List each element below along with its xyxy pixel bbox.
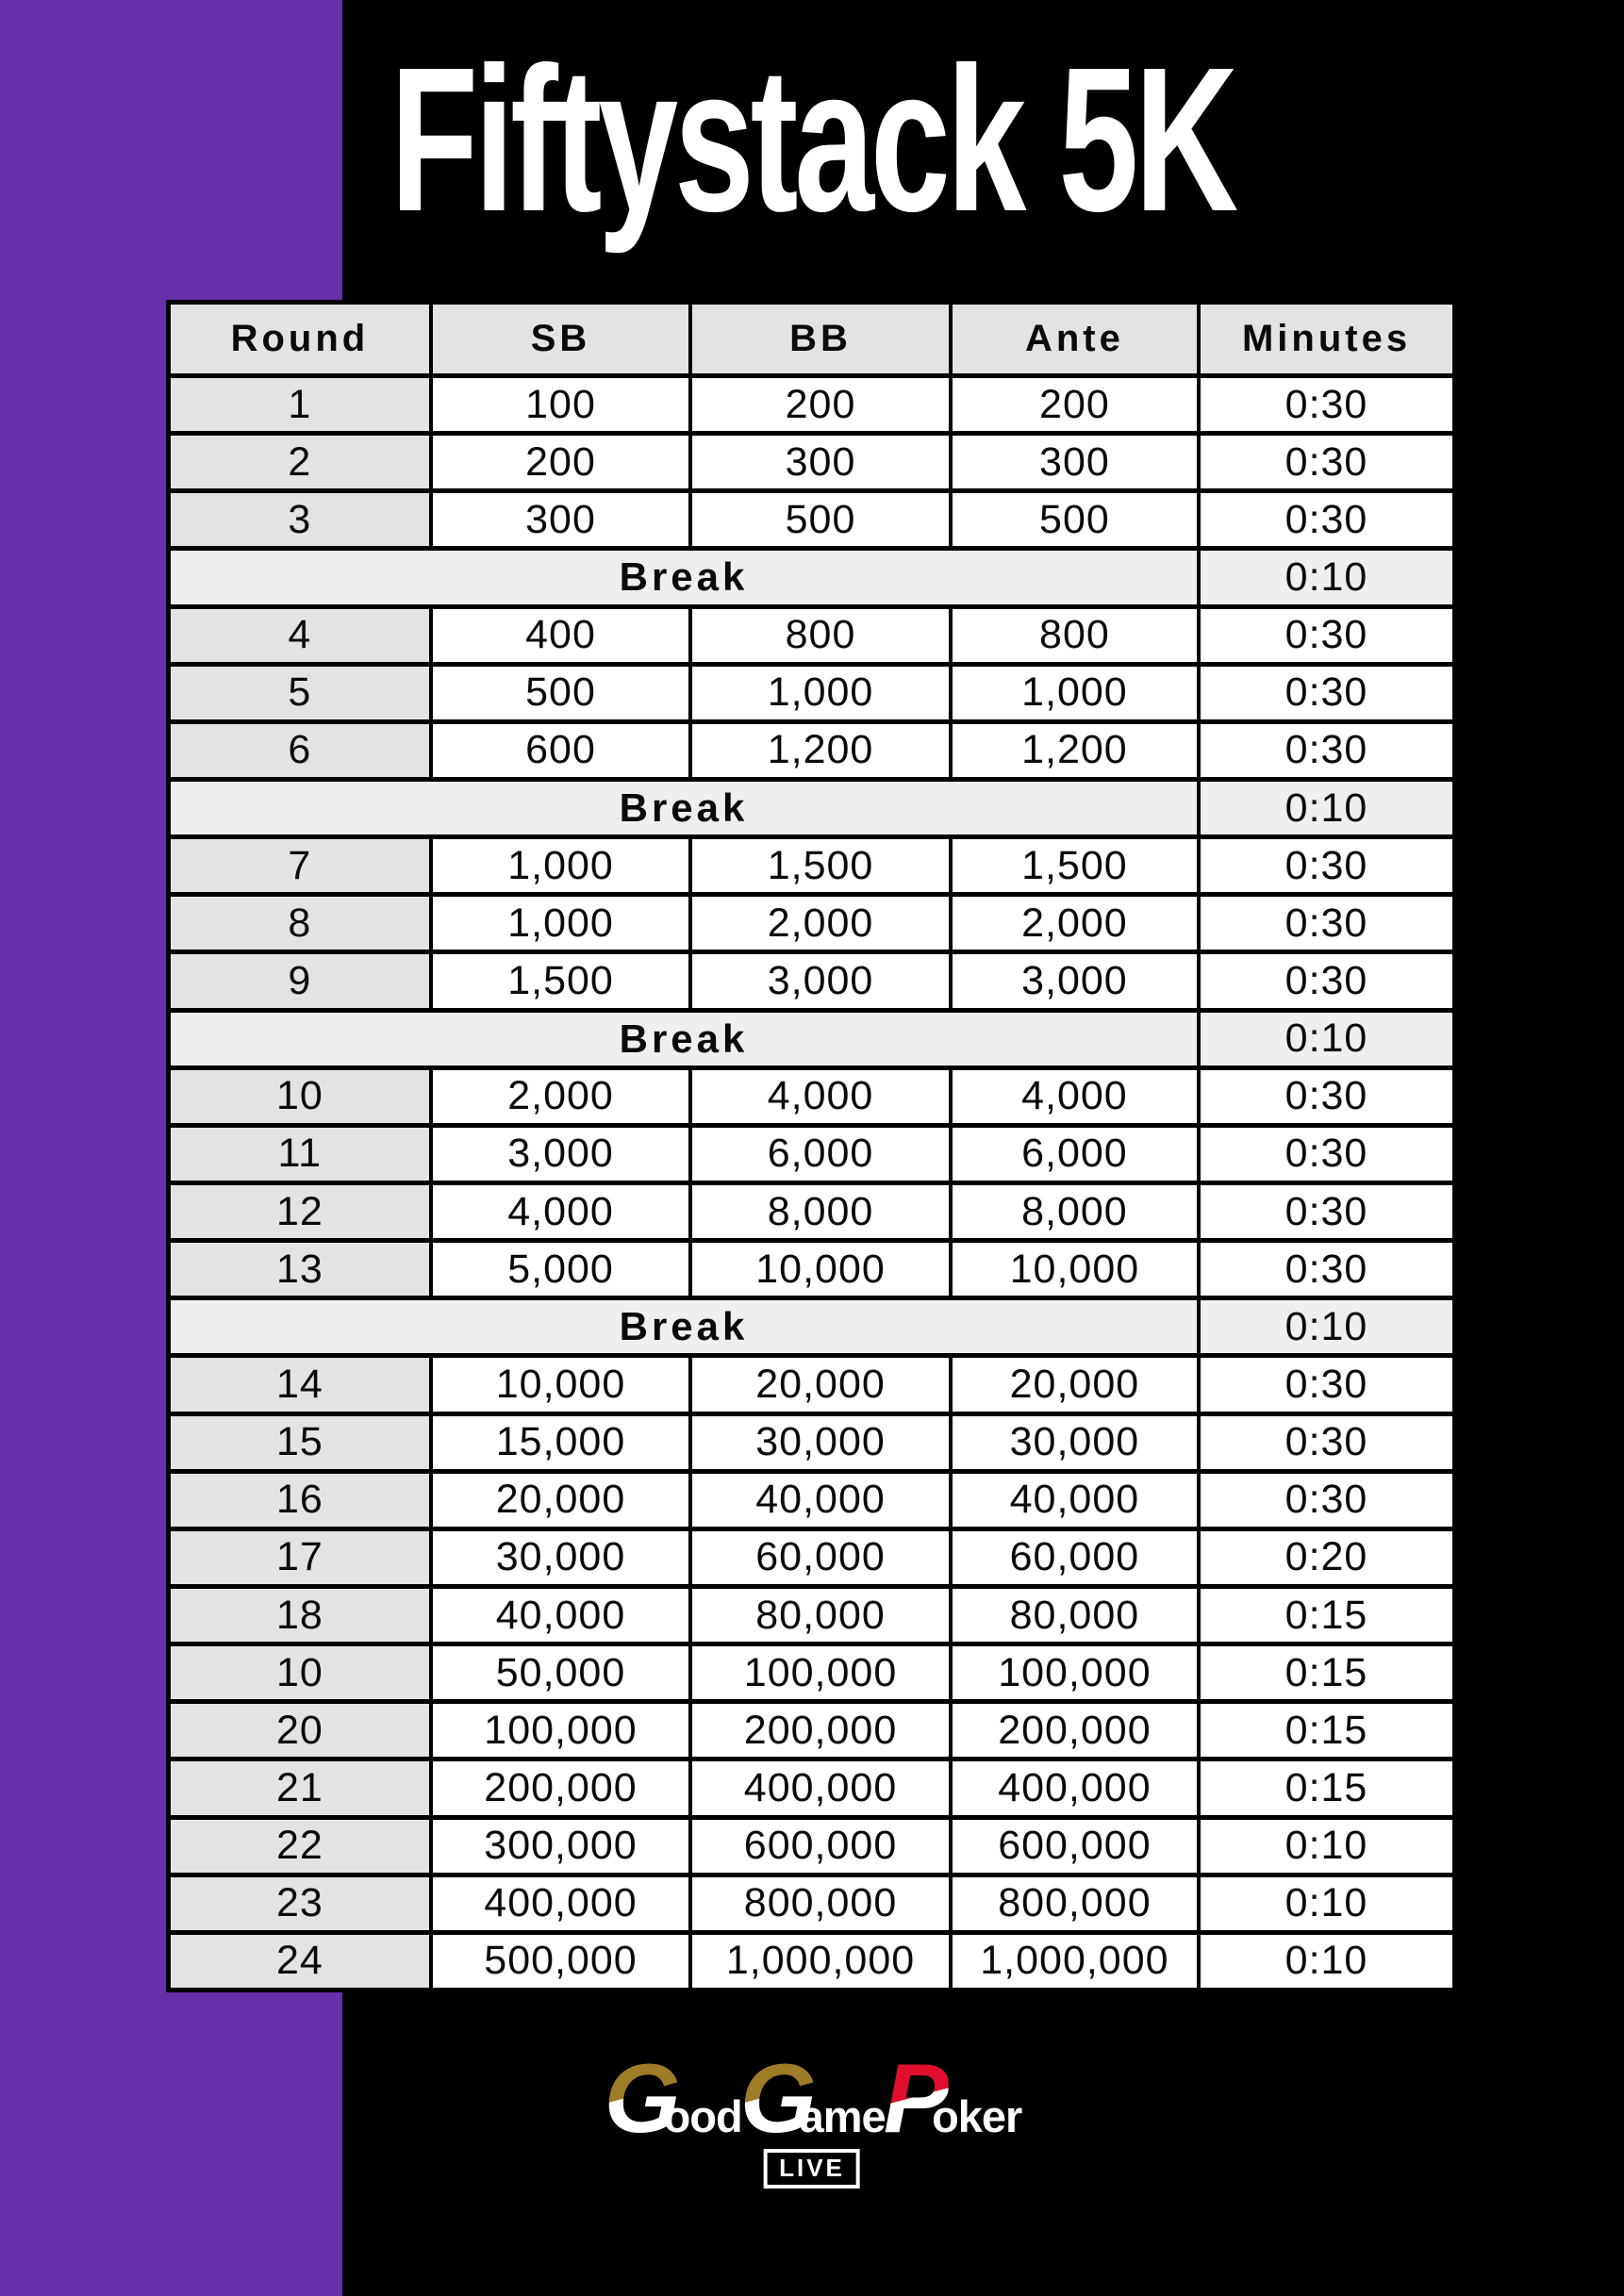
minutes-cell: 0:30 <box>1199 895 1454 952</box>
minutes-cell: 0:15 <box>1199 1759 1454 1817</box>
header-sb: SB <box>431 303 691 376</box>
minutes-cell: 0:10 <box>1199 1932 1454 1990</box>
ante-cell: 40,000 <box>951 1471 1199 1528</box>
round-cell: 24 <box>169 1932 431 1990</box>
bb-cell: 1,200 <box>690 721 951 779</box>
sb-cell: 50,000 <box>431 1644 691 1702</box>
sb-cell: 100 <box>431 376 691 434</box>
level-row <box>169 1528 1455 1586</box>
level-row <box>169 1759 1455 1817</box>
ante-cell: 1,000 <box>951 664 1199 721</box>
logo-word-ame: ame <box>799 2090 886 2141</box>
sb-cell: 1,000 <box>431 837 691 895</box>
round-cell: 10 <box>169 1067 431 1125</box>
bb-cell: 10,000 <box>690 1241 951 1298</box>
level-row <box>169 895 1455 952</box>
level-row <box>169 1413 1455 1471</box>
break-label-cell: Break <box>169 1298 1200 1356</box>
round-cell: 21 <box>169 1759 431 1817</box>
round-cell: 22 <box>169 1817 431 1875</box>
break-row <box>169 549 1455 606</box>
ante-cell: 2,000 <box>951 895 1199 952</box>
bb-cell: 30,000 <box>690 1413 951 1471</box>
level-row <box>169 1875 1455 1932</box>
round-cell: 1 <box>169 376 431 434</box>
bb-cell: 200,000 <box>690 1702 951 1759</box>
sb-cell: 200,000 <box>431 1759 691 1817</box>
sb-cell: 2,000 <box>431 1067 691 1125</box>
level-row <box>169 606 1455 664</box>
logo-word-oker: oker <box>932 2090 1022 2141</box>
sb-cell: 4,000 <box>431 1182 691 1240</box>
minutes-cell: 0:15 <box>1199 1702 1454 1759</box>
break-minutes-cell: 0:10 <box>1199 1010 1454 1067</box>
bb-cell: 100,000 <box>690 1644 951 1702</box>
bb-cell: 1,000,000 <box>690 1932 951 1990</box>
round-cell: 4 <box>169 606 431 664</box>
sb-cell: 500,000 <box>431 1932 691 1990</box>
logo-letter-g1-icon: G <box>604 2044 681 2154</box>
round-cell: 12 <box>169 1182 431 1240</box>
page-title-text: Fiftystack 5K <box>389 25 1235 255</box>
ante-cell: 4,000 <box>951 1067 1199 1125</box>
ante-cell: 800 <box>951 606 1199 664</box>
level-row <box>169 1932 1455 1990</box>
live-badge: LIVE <box>764 2149 860 2189</box>
round-cell: 16 <box>169 1471 431 1528</box>
round-cell: 10 <box>169 1644 431 1702</box>
minutes-cell: 0:10 <box>1199 1875 1454 1932</box>
header-bb: BB <box>690 303 951 376</box>
bb-cell: 4,000 <box>690 1067 951 1125</box>
ante-cell: 8,000 <box>951 1182 1199 1240</box>
bb-cell: 800,000 <box>690 1875 951 1932</box>
level-row <box>169 1356 1455 1413</box>
sb-cell: 200 <box>431 434 691 491</box>
break-label-cell: Break <box>169 1010 1200 1067</box>
sb-cell: 3,000 <box>431 1125 691 1182</box>
round-cell: 3 <box>169 491 431 549</box>
minutes-cell: 0:30 <box>1199 1182 1454 1240</box>
bb-cell: 300 <box>690 434 951 491</box>
sb-cell: 1,500 <box>431 952 691 1010</box>
ante-cell: 6,000 <box>951 1125 1199 1182</box>
break-label-cell: Break <box>169 549 1200 606</box>
header-round: Round <box>169 303 431 376</box>
minutes-cell: 0:30 <box>1199 1125 1454 1182</box>
round-cell: 17 <box>169 1528 431 1586</box>
sb-cell: 30,000 <box>431 1528 691 1586</box>
bb-cell: 200 <box>690 376 951 434</box>
minutes-cell: 0:15 <box>1199 1586 1454 1644</box>
ante-cell: 300 <box>951 434 1199 491</box>
level-row <box>169 721 1455 779</box>
round-cell: 6 <box>169 721 431 779</box>
level-row <box>169 491 1455 549</box>
level-row <box>169 376 1455 434</box>
sb-cell: 5,000 <box>431 1241 691 1298</box>
round-cell: 8 <box>169 895 431 952</box>
header-ante: Ante <box>951 303 1199 376</box>
bb-cell: 600,000 <box>690 1817 951 1875</box>
level-row <box>169 1702 1455 1759</box>
blinds-structure-table <box>166 300 1457 1992</box>
logo-letter-p-icon: P <box>883 2044 950 2154</box>
sb-cell: 100,000 <box>431 1702 691 1759</box>
minutes-cell: 0:30 <box>1199 952 1454 1010</box>
ante-cell: 600,000 <box>951 1817 1199 1875</box>
minutes-cell: 0:30 <box>1199 1356 1454 1413</box>
ante-cell: 1,000,000 <box>951 1932 1199 1990</box>
bb-cell: 1,000 <box>690 664 951 721</box>
break-minutes-cell: 0:10 <box>1199 1298 1454 1356</box>
ante-cell: 400,000 <box>951 1759 1199 1817</box>
level-row <box>169 952 1455 1010</box>
minutes-cell: 0:30 <box>1199 1413 1454 1471</box>
round-cell: 13 <box>169 1241 431 1298</box>
ggp-logo <box>604 2044 1022 2189</box>
ante-cell: 1,500 <box>951 837 1199 895</box>
bb-cell: 3,000 <box>690 952 951 1010</box>
sb-cell: 300,000 <box>431 1817 691 1875</box>
level-row <box>169 1471 1455 1528</box>
logo-word-ood: ood <box>663 2090 742 2141</box>
minutes-cell: 0:30 <box>1199 376 1454 434</box>
ante-cell: 200,000 <box>951 1702 1199 1759</box>
ante-cell: 10,000 <box>951 1241 1199 1298</box>
break-minutes-cell: 0:10 <box>1199 779 1454 836</box>
round-cell: 18 <box>169 1586 431 1644</box>
minutes-cell: 0:10 <box>1199 1817 1454 1875</box>
ante-cell: 30,000 <box>951 1413 1199 1471</box>
bb-cell: 1,500 <box>690 837 951 895</box>
round-cell: 23 <box>169 1875 431 1932</box>
minutes-cell: 0:30 <box>1199 606 1454 664</box>
minutes-cell: 0:15 <box>1199 1644 1454 1702</box>
sb-cell: 600 <box>431 721 691 779</box>
ante-cell: 800,000 <box>951 1875 1199 1932</box>
minutes-cell: 0:30 <box>1199 434 1454 491</box>
ante-cell: 60,000 <box>951 1528 1199 1586</box>
level-row <box>169 664 1455 721</box>
minutes-cell: 0:30 <box>1199 1067 1454 1125</box>
sb-cell: 300 <box>431 491 691 549</box>
level-row <box>169 1182 1455 1240</box>
round-cell: 5 <box>169 664 431 721</box>
level-row <box>169 1586 1455 1644</box>
bb-cell: 80,000 <box>690 1586 951 1644</box>
level-row <box>169 1644 1455 1702</box>
ante-cell: 200 <box>951 376 1199 434</box>
minutes-cell: 0:30 <box>1199 664 1454 721</box>
round-cell: 2 <box>169 434 431 491</box>
sb-cell: 400 <box>431 606 691 664</box>
level-row <box>169 1241 1455 1298</box>
header-row <box>169 303 1455 376</box>
blinds-table-body <box>169 376 1455 1990</box>
bb-cell: 6,000 <box>690 1125 951 1182</box>
round-cell: 9 <box>169 952 431 1010</box>
minutes-cell: 0:30 <box>1199 1471 1454 1528</box>
minutes-cell: 0:30 <box>1199 721 1454 779</box>
round-cell: 11 <box>169 1125 431 1182</box>
bb-cell: 40,000 <box>690 1471 951 1528</box>
bb-cell: 400,000 <box>690 1759 951 1817</box>
sb-cell: 20,000 <box>431 1471 691 1528</box>
break-label-cell: Break <box>169 779 1200 836</box>
bb-cell: 800 <box>690 606 951 664</box>
minutes-cell: 0:30 <box>1199 491 1454 549</box>
ante-cell: 1,200 <box>951 721 1199 779</box>
ante-cell: 3,000 <box>951 952 1199 1010</box>
break-row <box>169 1010 1455 1067</box>
bb-cell: 8,000 <box>690 1182 951 1240</box>
level-row <box>169 1817 1455 1875</box>
break-minutes-cell: 0:10 <box>1199 549 1454 606</box>
bb-cell: 60,000 <box>690 1528 951 1586</box>
logo-letter-g2-icon: G <box>739 2044 817 2154</box>
page-title <box>0 25 1624 255</box>
break-row <box>169 779 1455 836</box>
level-row <box>169 434 1455 491</box>
sb-cell: 1,000 <box>431 895 691 952</box>
round-cell: 20 <box>169 1702 431 1759</box>
ante-cell: 500 <box>951 491 1199 549</box>
round-cell: 15 <box>169 1413 431 1471</box>
ante-cell: 80,000 <box>951 1586 1199 1644</box>
minutes-cell: 0:20 <box>1199 1528 1454 1586</box>
bb-cell: 500 <box>690 491 951 549</box>
level-row <box>169 1125 1455 1182</box>
break-row <box>169 1298 1455 1356</box>
bb-cell: 2,000 <box>690 895 951 952</box>
sb-cell: 400,000 <box>431 1875 691 1932</box>
header-minutes: Minutes <box>1199 303 1454 376</box>
sb-cell: 10,000 <box>431 1356 691 1413</box>
sb-cell: 40,000 <box>431 1586 691 1644</box>
ggp-logo-letters <box>604 2044 1022 2154</box>
level-row <box>169 837 1455 895</box>
sb-cell: 15,000 <box>431 1413 691 1471</box>
bb-cell: 20,000 <box>690 1356 951 1413</box>
round-cell: 7 <box>169 837 431 895</box>
ante-cell: 100,000 <box>951 1644 1199 1702</box>
level-row <box>169 1067 1455 1125</box>
sb-cell: 500 <box>431 664 691 721</box>
round-cell: 14 <box>169 1356 431 1413</box>
minutes-cell: 0:30 <box>1199 1241 1454 1298</box>
minutes-cell: 0:30 <box>1199 837 1454 895</box>
ante-cell: 20,000 <box>951 1356 1199 1413</box>
